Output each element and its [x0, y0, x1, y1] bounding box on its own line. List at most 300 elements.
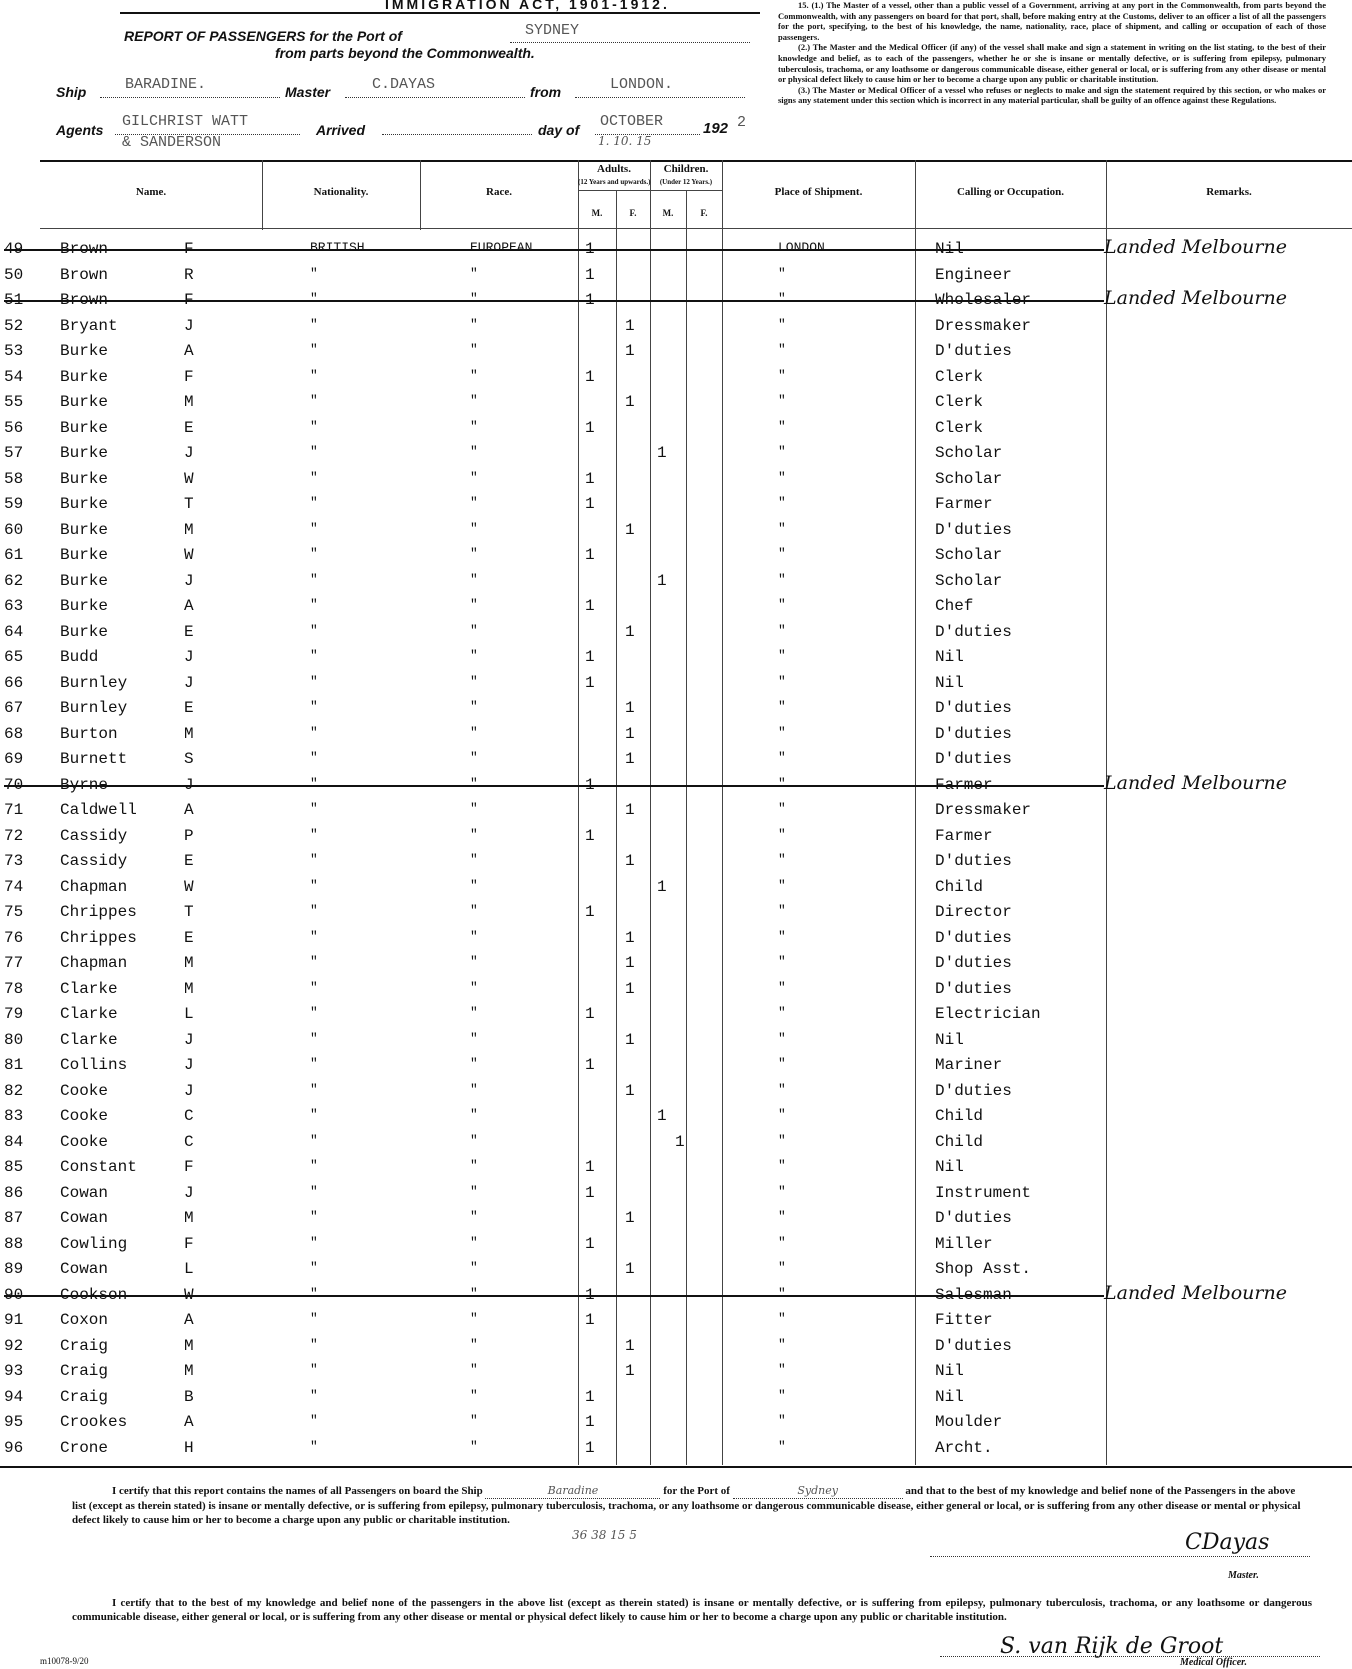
cell-occupation: Farmer	[935, 495, 993, 513]
cell-nationality: "	[310, 1030, 318, 1046]
cell-nationality: "	[310, 979, 318, 995]
table-row	[0, 901, 1352, 925]
cell-surname: Burke	[60, 469, 109, 488]
cell-place-of-shipment: "	[778, 1387, 786, 1403]
cell-initial: J	[184, 1183, 194, 1202]
cell-occupation: Scholar	[935, 546, 1003, 564]
cell-row-number: 64	[4, 622, 24, 641]
cell-adult-male: 1	[585, 648, 595, 666]
cell-occupation: Shop Asst.	[935, 1260, 1032, 1278]
cell-race: "	[470, 1362, 478, 1377]
cell-occupation: Engineer	[935, 265, 1012, 284]
cell-adult-female: 1	[625, 393, 635, 411]
cell-race: "	[470, 648, 478, 663]
cell-surname: Burton	[60, 724, 118, 743]
table-row	[0, 771, 1352, 798]
col-nationality: Nationality.	[313, 186, 369, 198]
cell-surname: Chrippes	[60, 928, 137, 947]
cell-place-of-shipment: "	[778, 469, 786, 485]
col-place: Place of Shipment.	[774, 186, 863, 198]
cell-nationality: "	[310, 775, 318, 791]
cell-occupation: Nil	[935, 648, 964, 666]
cell-race: "	[470, 852, 478, 867]
cell-adult-female: 1	[625, 316, 635, 335]
cell-child-male: 1	[657, 1107, 667, 1125]
strike-through-line	[4, 300, 1104, 302]
table-row	[0, 621, 1352, 645]
cell-nationality: "	[310, 1081, 318, 1097]
cell-race: "	[470, 1413, 478, 1428]
cell-initial: J	[184, 775, 194, 794]
table-row	[0, 876, 1352, 900]
cell-adult-female: 1	[625, 699, 635, 717]
cell-initial: M	[184, 954, 194, 972]
cell-race: "	[470, 418, 478, 434]
cell-occupation: Dressmaker	[935, 801, 1032, 819]
cell-surname: Craig	[60, 1387, 109, 1406]
strike-through-line	[4, 249, 1104, 251]
cell-nationality: "	[310, 903, 318, 918]
col-remarks: Remarks.	[1206, 186, 1252, 198]
cell-nationality: "	[310, 1387, 318, 1403]
cell-row-number: 68	[4, 724, 24, 743]
master-sign-label: Master.	[1228, 1570, 1259, 1581]
cell-occupation: Director	[935, 903, 1012, 921]
year-suffix: 2	[737, 114, 747, 131]
regulation-p1: 15. (1.) The Master of a vessel, other than a public vessel of a Government, arriving at any port in the Commonwealth, from parts beyond the Commonwealth, with any passengers on board for that port, shall, before making entry at the Customs, deliver to an officer a list of all the passengers for the port, specifying, to the best of his knowledge, the name, nationality, race, place of shipment, and calling or occupation of each of those passengers.	[778, 0, 1326, 42]
cell-child-male: 1	[657, 877, 667, 896]
cell-adult-female: 1	[625, 750, 635, 768]
arrived-label: Arrived	[316, 122, 366, 138]
cell-nationality: "	[310, 1132, 318, 1148]
from-label: from	[530, 84, 562, 100]
cell-row-number: 66	[4, 673, 24, 692]
cell-row-number: 70	[4, 775, 24, 794]
cell-surname: Burnley	[60, 673, 128, 692]
cell-place-of-shipment: "	[778, 903, 786, 918]
cell-place-of-shipment: "	[778, 673, 786, 689]
cell-place-of-shipment: "	[778, 852, 786, 867]
cell-initial: A	[184, 1413, 194, 1431]
cell-place-of-shipment: "	[778, 342, 786, 357]
cell-nationality: "	[310, 928, 318, 944]
cell-nationality: "	[310, 622, 318, 638]
cell-nationality: "	[310, 1336, 318, 1352]
cell-surname: Burke	[60, 418, 109, 437]
table-row	[0, 238, 1352, 262]
cell-surname: Clarke	[60, 1005, 118, 1023]
table-row	[0, 1105, 1352, 1129]
cell-race: "	[470, 750, 478, 765]
cell-surname: Burke	[60, 546, 109, 564]
cell-nationality: "	[310, 1285, 318, 1301]
cell-adult-male: 1	[585, 418, 595, 437]
cell-adult-female: 1	[625, 979, 635, 998]
cell-row-number: 90	[4, 1285, 24, 1304]
cell-occupation: Nil	[935, 673, 964, 692]
cell-surname: Clarke	[60, 1030, 118, 1049]
cell-surname: Collins	[60, 1056, 128, 1074]
cell-occupation: Dressmaker	[935, 316, 1032, 335]
report-title-line2: from parts beyond the Commonwealth.	[275, 45, 535, 61]
cell-race: "	[470, 265, 478, 281]
cell-surname: Cowan	[60, 1260, 109, 1278]
cell-race: "	[470, 1209, 478, 1224]
cell-row-number: 65	[4, 648, 24, 666]
cell-nationality: "	[310, 1107, 318, 1122]
cell-place-of-shipment: "	[778, 801, 786, 816]
cell-occupation: Nil	[935, 1387, 964, 1406]
cell-race: "	[470, 877, 478, 893]
cell-row-number: 54	[4, 367, 24, 386]
cell-surname: Burke	[60, 495, 109, 513]
cell-place-of-shipment: "	[778, 928, 786, 944]
cell-nationality: "	[310, 801, 318, 816]
cell-row-number: 84	[4, 1132, 24, 1151]
cell-adult-female: 1	[625, 342, 635, 360]
cell-initial: E	[184, 852, 194, 870]
cell-race: "	[470, 1056, 478, 1071]
cell-row-number: 73	[4, 852, 24, 870]
cell-remarks: Landed Melbourne	[1104, 236, 1287, 258]
cell-race: "	[470, 1387, 478, 1403]
cell-row-number: 96	[4, 1438, 24, 1457]
cell-nationality: "	[310, 1260, 318, 1275]
cell-nationality: "	[310, 1005, 318, 1020]
cell-occupation: Instrument	[935, 1183, 1032, 1202]
cell-child-male: 1	[657, 444, 667, 462]
cell-occupation: Chef	[935, 597, 974, 615]
col-adults-sub: (12 Years and upwards.)	[578, 178, 651, 186]
cell-remarks: Landed Melbourne	[1104, 287, 1287, 309]
cell-row-number: 72	[4, 826, 24, 845]
cell-initial: A	[184, 342, 194, 360]
table-row	[0, 1258, 1352, 1282]
table-row	[0, 366, 1352, 390]
cell-adult-male: 1	[585, 546, 595, 564]
cell-place-of-shipment: "	[778, 520, 786, 536]
cell-occupation: D'duties	[935, 699, 1012, 717]
col-children-m: M.	[662, 208, 674, 218]
cell-adult-female: 1	[625, 1336, 635, 1355]
cell-row-number: 52	[4, 316, 24, 335]
cell-race: "	[470, 1234, 478, 1250]
col-children-f: F.	[700, 208, 708, 218]
cell-race: "	[470, 1183, 478, 1199]
table-row	[0, 289, 1352, 313]
table-row	[0, 978, 1352, 1002]
cell-initial: F	[184, 1234, 194, 1253]
cell-nationality: "	[310, 546, 318, 561]
cell-place-of-shipment: "	[778, 265, 786, 281]
cell-place-of-shipment: "	[778, 1132, 786, 1148]
cell-occupation: D'duties	[935, 724, 1012, 743]
year-label: 192	[703, 120, 729, 137]
cell-race: "	[470, 979, 478, 995]
table-row	[0, 1156, 1352, 1180]
cell-initial: F	[184, 291, 194, 309]
cell-surname: Chapman	[60, 954, 128, 972]
cell-occupation: Electrician	[935, 1005, 1041, 1023]
cell-race: "	[470, 520, 478, 536]
table-row	[0, 595, 1352, 619]
cell-place-of-shipment: "	[778, 648, 786, 663]
cell-remarks: Landed Melbourne	[1104, 771, 1287, 794]
cell-nationality: "	[310, 750, 318, 765]
form-code: m10078-9/20	[40, 1656, 89, 1666]
cell-occupation: D'duties	[935, 342, 1012, 360]
cell-race: "	[470, 1005, 478, 1020]
cell-place-of-shipment: "	[778, 1438, 786, 1454]
cell-occupation: Child	[935, 877, 984, 896]
cell-place-of-shipment: "	[778, 495, 786, 510]
cell-initial: W	[184, 1285, 194, 1304]
cell-initial: M	[184, 724, 194, 743]
cell-initial: L	[184, 1005, 194, 1023]
cell-nationality: "	[310, 469, 318, 485]
cell-race: "	[470, 903, 478, 918]
cell-row-number: 56	[4, 418, 24, 437]
cell-row-number: 76	[4, 928, 24, 947]
handwritten-date: 1. 10. 15	[598, 134, 652, 148]
cell-surname: Burke	[60, 520, 109, 539]
cell-occupation: Clerk	[935, 418, 984, 437]
cell-adult-male: 1	[585, 1183, 595, 1202]
cell-occupation: Salesman	[935, 1285, 1012, 1304]
cell-occupation: Child	[935, 1132, 984, 1151]
cell-adult-female: 1	[625, 1260, 635, 1278]
cell-row-number: 95	[4, 1413, 24, 1431]
cell-adult-female: 1	[625, 954, 635, 972]
cell-surname: Crookes	[60, 1413, 128, 1431]
cell-surname: Cooke	[60, 1107, 109, 1125]
cell-row-number: 71	[4, 801, 24, 819]
col-name: Name.	[135, 186, 167, 198]
cert1-text-a: I certify that this report contains the names of all Passengers on board the Ship	[112, 1485, 483, 1497]
cell-occupation: D'duties	[935, 979, 1012, 998]
cell-place-of-shipment: "	[778, 699, 786, 714]
cell-race: "	[470, 826, 478, 842]
cell-initial: A	[184, 1311, 194, 1329]
cell-initial: H	[184, 1438, 194, 1457]
cell-nationality: "	[310, 520, 318, 536]
cell-race: "	[470, 1132, 478, 1148]
cell-race: EUROPEAN	[470, 240, 533, 255]
cell-row-number: 81	[4, 1056, 24, 1074]
cell-initial: E	[184, 622, 194, 641]
cell-surname: Burke	[60, 393, 109, 411]
port-value: SYDNEY	[525, 22, 580, 39]
cell-initial: W	[184, 469, 194, 488]
regulation-text	[778, 0, 1326, 106]
col-calling: Calling or Occupation.	[956, 186, 1065, 198]
cell-race: "	[470, 622, 478, 638]
cell-race: "	[470, 699, 478, 714]
cell-occupation: Clerk	[935, 367, 984, 386]
cell-surname: Budd	[60, 648, 99, 666]
cell-row-number: 82	[4, 1081, 24, 1100]
cell-row-number: 58	[4, 469, 24, 488]
cell-initial: C	[184, 1132, 194, 1151]
cert1-text-b: for the Port of	[663, 1485, 730, 1497]
cell-place-of-shipment: "	[778, 1030, 786, 1046]
agents-label: Agents	[56, 122, 104, 138]
cell-race: "	[470, 954, 478, 969]
cell-place-of-shipment: "	[778, 1107, 786, 1122]
cell-surname: Chapman	[60, 877, 128, 896]
cell-place-of-shipment: "	[778, 1081, 786, 1097]
cell-race: "	[470, 597, 478, 612]
cell-surname: Cowling	[60, 1234, 128, 1253]
cell-row-number: 75	[4, 903, 24, 921]
cell-nationality: "	[310, 393, 318, 408]
cell-occupation: Farmer	[935, 826, 993, 845]
cell-occupation: Nil	[935, 1362, 964, 1380]
cell-row-number: 89	[4, 1260, 24, 1278]
cell-surname: Cassidy	[60, 852, 128, 870]
month-value: OCTOBER	[600, 113, 664, 130]
cell-initial: B	[184, 1387, 194, 1406]
cell-initial: S	[184, 750, 194, 768]
table-row	[0, 1360, 1352, 1384]
cell-surname: Bryant	[60, 316, 118, 335]
cell-surname: Burke	[60, 444, 109, 462]
table-row	[0, 825, 1352, 849]
cell-nationality: "	[310, 1209, 318, 1224]
cert1-text-rest: the best of my knowledge and belief none of the Passengers in the above list (except as therein stated) is insane or mentally defective, or is suffering from epilepsy, pulmonary tuberculosis, trachoma, or any loathsome or dangerous communicable disease, either general or local, or is suffering from any other disease or mental or physical defect likely to cause him or her to become a charge upon any public or charitable institution.	[72, 1485, 1301, 1526]
cell-race: "	[470, 342, 478, 357]
cell-initial: J	[184, 673, 194, 692]
cell-surname: Cowan	[60, 1183, 109, 1202]
cell-row-number: 88	[4, 1234, 24, 1253]
col-race: Race.	[486, 186, 512, 198]
cell-occupation: Miller	[935, 1234, 993, 1253]
cell-place-of-shipment: "	[778, 826, 786, 842]
cell-initial: P	[184, 826, 194, 845]
cell-place-of-shipment: "	[778, 1413, 786, 1428]
cell-initial: J	[184, 316, 194, 335]
cell-row-number: 61	[4, 546, 24, 564]
cell-surname: Crone	[60, 1438, 109, 1457]
cell-race: "	[470, 316, 478, 332]
cell-race: "	[470, 1311, 478, 1326]
table-row	[0, 340, 1352, 364]
cell-occupation: D'duties	[935, 1081, 1012, 1100]
cell-place-of-shipment: "	[778, 724, 786, 740]
cell-initial: F	[184, 240, 194, 258]
cell-nationality: "	[310, 724, 318, 740]
cell-adult-male: 1	[585, 775, 595, 794]
cell-occupation: D'duties	[935, 928, 1012, 947]
table-row	[0, 1003, 1352, 1027]
cell-race: "	[470, 1260, 478, 1275]
tally-numbers: 36 38 15 5	[572, 1528, 637, 1542]
cell-occupation: Nil	[935, 1158, 964, 1176]
cell-race: "	[470, 1285, 478, 1301]
col-children: Children.	[663, 163, 709, 175]
cell-race: "	[470, 393, 478, 408]
table-row	[0, 672, 1352, 696]
cell-place-of-shipment: "	[778, 418, 786, 434]
cell-adult-male: 1	[585, 1158, 595, 1176]
cell-place-of-shipment: "	[778, 775, 786, 791]
ship-value: BARADINE.	[125, 76, 207, 93]
table-row	[0, 544, 1352, 568]
cell-place-of-shipment: "	[778, 1005, 786, 1020]
col-adults-m: M.	[591, 208, 603, 218]
cell-surname: Chrippes	[60, 903, 137, 921]
cell-place-of-shipment: "	[778, 444, 786, 459]
cell-initial: M	[184, 1362, 194, 1380]
cell-row-number: 94	[4, 1387, 24, 1406]
cell-place-of-shipment: "	[778, 750, 786, 765]
cell-nationality: "	[310, 648, 318, 663]
cell-row-number: 53	[4, 342, 24, 360]
cell-initial: F	[184, 1158, 194, 1176]
table-row	[0, 927, 1352, 951]
cell-race: "	[470, 1438, 478, 1454]
cell-adult-male: 1	[585, 469, 595, 488]
cell-place-of-shipment: "	[778, 1336, 786, 1352]
cell-row-number: 62	[4, 571, 24, 590]
cell-nationality: "	[310, 1311, 318, 1326]
cell-surname: Burke	[60, 597, 109, 615]
cell-surname: Cooke	[60, 1132, 109, 1151]
cell-adult-female: 1	[625, 622, 635, 641]
cell-place-of-shipment: "	[778, 393, 786, 408]
cell-occupation: Scholar	[935, 571, 1003, 590]
cell-row-number: 63	[4, 597, 24, 615]
cell-surname: Cooke	[60, 1081, 109, 1100]
cell-nationality: "	[310, 444, 318, 459]
cell-occupation: Scholar	[935, 469, 1003, 488]
cell-nationality: "	[310, 1413, 318, 1428]
table-row	[0, 723, 1352, 747]
col-adults: Adults.	[597, 163, 631, 175]
table-row	[0, 850, 1352, 874]
cell-nationality: "	[310, 316, 318, 332]
cell-race: "	[470, 673, 478, 689]
cell-adult-male: 1	[585, 265, 595, 284]
table-row	[0, 519, 1352, 543]
cell-adult-male: 1	[585, 1311, 595, 1329]
cell-place-of-shipment: "	[778, 316, 786, 332]
cell-adult-female: 1	[625, 1030, 635, 1049]
table-row	[0, 442, 1352, 466]
cell-place-of-shipment: LONDON.	[778, 240, 833, 255]
cell-occupation: Nil	[935, 1030, 964, 1049]
table-row	[0, 1411, 1352, 1435]
strike-through-line	[4, 1295, 1104, 1297]
cell-place-of-shipment: "	[778, 571, 786, 587]
cell-row-number: 51	[4, 291, 24, 309]
cell-initial: J	[184, 444, 194, 462]
cell-adult-male: 1	[585, 291, 595, 309]
cell-occupation: D'duties	[935, 520, 1012, 539]
cell-race: "	[470, 1158, 478, 1173]
cell-adult-female: 1	[625, 852, 635, 870]
cell-race: "	[470, 444, 478, 459]
cell-occupation: Mariner	[935, 1056, 1003, 1074]
cell-place-of-shipment: "	[778, 1362, 786, 1377]
table-row	[0, 1182, 1352, 1206]
cell-adult-male: 1	[585, 903, 595, 921]
cell-race: "	[470, 775, 478, 791]
cell-occupation: D'duties	[935, 954, 1012, 972]
cell-initial: T	[184, 903, 194, 921]
cell-adult-female: 1	[625, 520, 635, 539]
cell-initial: J	[184, 1030, 194, 1049]
